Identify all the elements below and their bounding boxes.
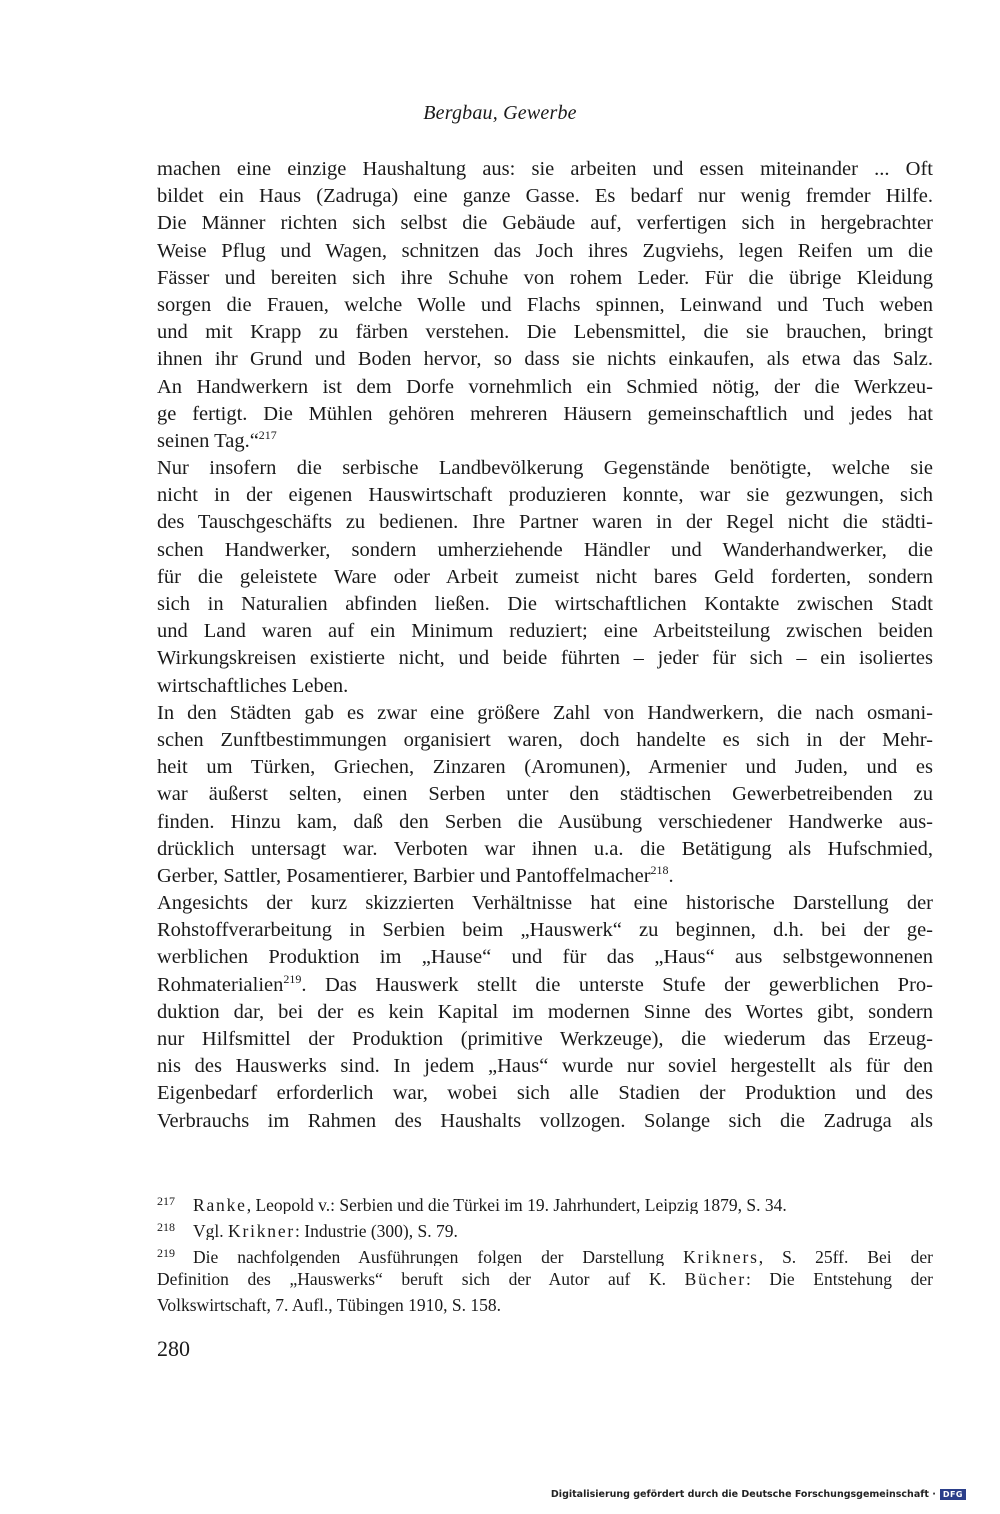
text-line: ihnen ihr Grund und Boden hervor, so dass sie nichts einkaufen, als etwa das Salz. — [157, 348, 933, 371]
text-line: wirtschaftliches Leben. — [157, 674, 349, 697]
text-line: bildet ein Haus (Zadruga) eine ganze Gasse. Es bedarf nur wenig fremder Hilfe. — [157, 185, 933, 208]
text-line: werblichen Produktion im „Hause“ und für das „Haus“ aus selbstgewonnenen — [157, 946, 933, 969]
text-line: war äußerst selten, einen Serben unter den städtischen Gewerbetreibenden zu — [157, 783, 933, 806]
dfg-logo: DFG — [940, 1489, 966, 1500]
text-line — [157, 863, 933, 890]
text-line: nur Hilfsmittel der Produktion (primitive Werkzeuge), die wiederum das Erzeug- — [157, 1028, 933, 1050]
running-title: Bergbau, Gewerbe — [423, 102, 577, 124]
text-line: schen Zunftbestimmungen organisiert waren, doch handelte es sich in der Mehr- — [157, 728, 933, 751]
text-line: und mit Krapp zu färben verstehen. Die Lebensmittel, die sie brauchen, bringt — [157, 321, 933, 344]
text-line: machen eine einzige Haushaltung aus: sie arbeiten und essen miteinander ... Oft — [157, 158, 933, 180]
footnote-author: Krikners — [683, 1247, 759, 1266]
footnote-218 — [157, 1214, 933, 1240]
footnote-author: Krikner — [228, 1221, 296, 1240]
text-line — [157, 428, 933, 455]
text-line: Fässer und bereiten sich ihre Schuhe von rohem Leder. Für die übrige Kleidung — [157, 266, 933, 289]
text-line: Eigenbedarf erforderlich war, wobei sich alle Stadien der Produktion und des — [157, 1082, 933, 1105]
main-text — [157, 156, 933, 1135]
text-line: sorgen die Frauen, welche Wolle und Flachs spinnen, Leinwand und Tuch weben — [157, 293, 933, 316]
footnote-ref-218[interactable]: 218 — [650, 862, 669, 877]
footnote-number: 217 — [157, 1194, 175, 1208]
text-segment: . Das Hauswerk stellt die unterste Stufe der gewerblichen Pro- — [301, 973, 933, 996]
text-line: und Land waren auf ein Minimum reduziert; eine Arbeitsteilung zwischen beiden — [157, 620, 933, 643]
footnote-text: Die nachfolgenden Ausführungen folgen der Darstellung — [193, 1247, 684, 1266]
footnote-219-cont — [157, 1266, 933, 1292]
text-line: schen Handwerker, sondern umherziehende Händler und Wanderhandwerker, die — [157, 538, 933, 561]
footnote-number: 218 — [157, 1220, 175, 1234]
footnote-ref-219[interactable]: 219 — [283, 971, 302, 986]
text-segment: . — [668, 864, 674, 887]
text-line: duktion dar, bei der es kein Kapital im modernen Sinne des Wortes gibt, sondern — [157, 1000, 933, 1023]
text-line: Rohstoffverarbeitung in Serbien beim „Hauswerk“ zu beginnen, d.h. bei der ge- — [157, 919, 933, 942]
text-segment: Gerber, Sattler, Posamentierer, Barbier und Pantoffelmacher — [157, 864, 651, 887]
text-line — [157, 972, 933, 999]
text-line: Die Männer richten sich selbst die Gebäude auf, verfertigen sich in hergebrachter — [157, 212, 933, 235]
text-line: finden. Hinzu kam, daß den Serben die Ausübung verschiedener Handwerke aus- — [157, 810, 933, 833]
text-line: sich in Naturalien abfinden ließen. Die wirtschaftlichen Kontakte zwischen Stadt — [157, 593, 933, 615]
text-line: für die geleistete Ware oder Arbeit zumeist nicht bares Geld forderten, sondern — [157, 565, 933, 588]
footnote-text: : Die Entstehung der — [745, 1269, 933, 1289]
footnote-text: , S. 25ff. Bei der — [758, 1247, 933, 1266]
text-line: des Tauschgeschäfts zu bedienen. Ihre Partner waren in der Regel nicht die städti- — [157, 511, 933, 534]
text-line: Weise Pflug und Wagen, schnitzen das Joch ihres Zugviehs, legen Reifen um die — [157, 239, 933, 262]
text-line: An Handwerkern ist dem Dorfe vornehmlich ein Schmied nötig, der die Werkzeu- — [157, 375, 933, 398]
text-line: heit um Türken, Griechen, Zinzaren (Aromunen), Armenier und Juden, und es — [157, 756, 933, 779]
footnote-text: , Leopold v.: Serbien und die Türkei im 19. Jahrhundert, Leipzig 1879, S. 34. — [246, 1195, 787, 1214]
text-line: nicht in der eigenen Hauswirtschaft produzieren konnte, war sie gezwungen, sich — [157, 484, 933, 507]
text-line: drücklich untersagt war. Verboten war ihnen u.a. die Betätigung als Hufschmied, — [157, 837, 933, 860]
page-number: 280 — [157, 1336, 190, 1361]
footnote-219 — [157, 1240, 933, 1266]
text-line: Nur insofern die serbische Landbevölkerung Gegenstände benötigte, welche sie — [157, 457, 933, 480]
text-line: In den Städten gab es zwar eine größere Zahl von Handwerkern, die nach osmani- — [157, 701, 933, 724]
text-segment: Rohmaterialien — [157, 973, 284, 996]
footnote-text: Definition des „Hauswerks“ beruft sich der Autor auf K. — [157, 1269, 685, 1289]
text-line: Wirkungskreisen existierte nicht, und beide führten – jeder für sich – ein isoliertes — [157, 647, 933, 670]
text-line: Angesichts der kurz skizzierten Verhältnisse hat eine historische Darstellung der — [157, 892, 933, 915]
text-segment: seinen Tag.“ — [157, 429, 259, 452]
footnote-217 — [157, 1188, 933, 1214]
footnote-ref-217[interactable]: 217 — [258, 427, 277, 442]
footnote-text: Vgl. — [193, 1221, 228, 1240]
footnote-219-cont: Volkswirtschaft, 7. Aufl., Tübingen 1910, S. 158. — [157, 1295, 502, 1315]
text-line: nis des Hauswerks sind. In jedem „Haus“ wurde nur soviel hergestellt als für den — [157, 1055, 933, 1078]
text-line: Verbrauchs im Rahmen des Haushalts vollzogen. Solange sich die Zadruga als — [157, 1109, 933, 1132]
footnote-text: : Industrie (300), S. 79. — [295, 1221, 458, 1240]
footnote-author: Ranke — [193, 1195, 247, 1214]
footnote-number: 219 — [157, 1246, 175, 1260]
footnotes — [157, 1188, 933, 1318]
digitization-credit — [551, 1489, 966, 1500]
credit-text: Digitalisierung gefördert durch die Deutsche Forschungsgemeinschaft · — [550, 1489, 936, 1500]
footnote-author: Bücher — [684, 1269, 746, 1289]
text-line: ge fertigt. Die Mühlen gehören mehreren Häusern gemeinschaftlich und jedes hat — [157, 402, 933, 425]
